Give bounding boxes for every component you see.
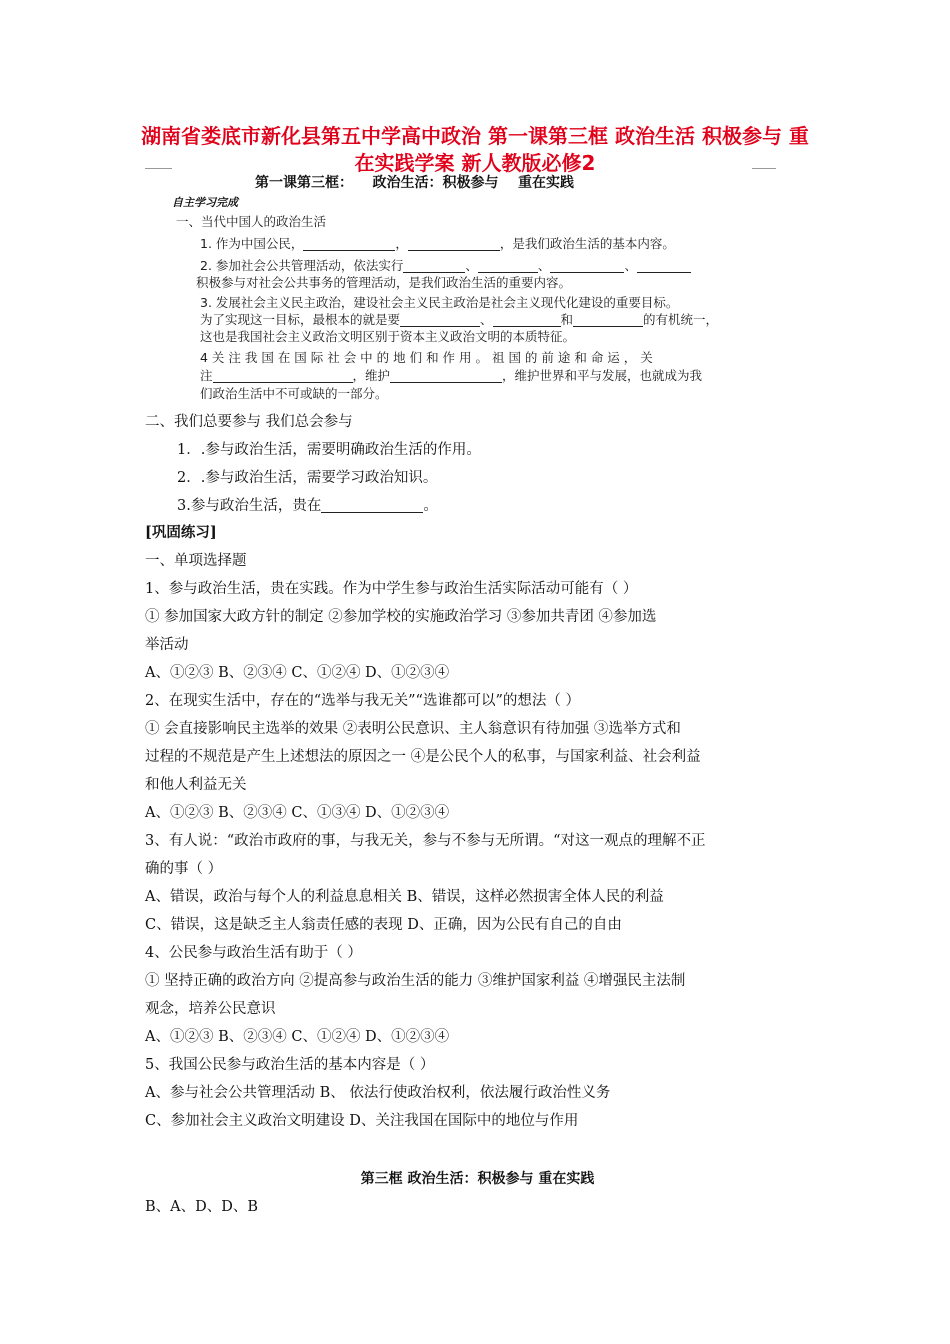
question-2-options-3: 和他人利益无关 [145, 777, 247, 793]
section1-line-8 [200, 366, 702, 384]
section2-item-1: 1．.参与政治生活，需要明确政治生活的作用。 [177, 442, 481, 458]
text: 的有机统一， [643, 312, 719, 327]
text: ， [395, 236, 408, 251]
answer-key-values: B、A、D、D、B [145, 1199, 259, 1215]
question-2-options-2: 过程的不规范是产生上述想法的原因之一 ④是公民个人的私事，与国家利益、社会利益 [145, 749, 701, 765]
question-1-options-1: ① 参加国家大政方针的制定 ②参加学校的实施政治学习 ③参加共青团 ④参加选 [145, 609, 657, 625]
question-5-options-2: C、参加社会主义政治文明建设 D、关注我国在国际中的地位与作用 [145, 1113, 579, 1129]
text: ，是我们政治生活的基本内容。 [499, 236, 675, 251]
text: 3.参与政治生活，贵在 [177, 498, 322, 514]
question-2: 2、在现实生活中，存在的“选举与我无关”“选谁都可以”的想法（ ） [145, 693, 580, 709]
question-type: 一、单项选择题 [145, 553, 247, 569]
text: 、 [465, 258, 478, 273]
text: 为了实现这一目标，最根本的就是要 [200, 312, 401, 327]
question-1-options-2: 举活动 [145, 637, 189, 653]
fill-blank [390, 368, 502, 383]
section1-line-3: 积极参与对社会公共事务的管理活动，是我们政治生活的重要内容。 [196, 275, 572, 290]
practice-heading: [巩固练习] [145, 524, 217, 541]
question-4-options-1: ① 坚持正确的政治方向 ②提高参与政治生活的能力 ③维护国家利益 ④增强民主法制 [145, 973, 686, 989]
text: 注 [200, 368, 213, 383]
question-4-answers: A、①②③ B、②③④ C、①②④ D、①②③④ [145, 1029, 450, 1045]
question-4: 4、公民参与政治生活有助于（ ） [145, 945, 362, 961]
question-1-answers: A、①②③ B、②③④ C、①②④ D、①②③④ [145, 665, 450, 681]
section1-line-7: 4 关 注 我 国 在 国 际 社 会 中 的 地 们 和 作 用 。 祖 国 的 前 途 和 命 运 ， 关 [200, 350, 653, 365]
text: 。 [423, 498, 438, 514]
section1-line-9: 们政治生活中不可或缺的一部分。 [200, 386, 388, 401]
question-4-options-2: 观念，培养公民意识 [145, 1001, 276, 1017]
fill-blank [478, 258, 538, 273]
header-rule-right [752, 168, 776, 169]
text: 、 [480, 312, 493, 327]
fill-blank [573, 312, 643, 327]
section2-item-3 [177, 494, 438, 515]
question-2-options-1: ① 会直接影响民主选举的效果 ②表明公民意识、主人翁意识有待加强 ③选举方式和 [145, 721, 681, 737]
text: 和 [560, 312, 574, 327]
fill-blank [493, 312, 561, 327]
section1-line-5 [200, 310, 718, 328]
fill-blank [408, 236, 500, 251]
lesson-subtitle: 第一课第三框： 政治生活：积极参与 重在实践 [255, 175, 574, 191]
fill-blank [400, 312, 480, 327]
question-3-line-2: 确的事（ ） [145, 861, 223, 877]
question-5-options-1: A、参与社会公共管理活动 B、 依法行使政治权利，依法履行政治性义务 [145, 1085, 611, 1101]
fill-blank [550, 258, 624, 273]
fill-blank [321, 498, 423, 513]
answer-key-heading: 第三框 政治生活：积极参与 重在实践 [360, 1171, 595, 1187]
fill-blank [213, 368, 353, 383]
section1-line-6: 这也是我国社会主义政治文明区别于资本主义政治文明的本质特征。 [200, 329, 576, 344]
question-3-options-2: C、错误，这是缺乏主人翁责任感的表现 D、正确，因为公民有自己的自由 [145, 917, 622, 933]
document-title: 湖南省娄底市新化县第五中学高中政治 第一课第三框 政治生活 积极参与 重在实践学案 新人教版必修2 [141, 124, 809, 175]
fill-blank [303, 236, 395, 251]
text: ，维护世界和平与发展，也就成为我 [502, 368, 703, 383]
text: ，维护 [352, 368, 391, 383]
self-study-label: 自主学习完成 [172, 196, 238, 209]
section1-line-4: 3. 发展社会主义民主政治，建设社会主义民主政治是社会主义现代化建设的重要目标。 [200, 295, 679, 310]
section2-item-2: 2．.参与政治生活，需要学习政治知识。 [177, 470, 438, 486]
header-rule-left [145, 168, 172, 169]
section1-line-2 [200, 256, 691, 274]
text: 、 [624, 258, 637, 273]
question-1: 1、参与政治生活，贵在实践。作为中学生参与政治生活实际活动可能有（ ） [145, 581, 638, 597]
section1-heading: 一、当代中国人的政治生活 [176, 214, 327, 229]
fill-blank [403, 258, 465, 273]
fill-blank [637, 258, 691, 273]
text: 1. 作为中国公民， [200, 236, 304, 251]
section1-line-1 [200, 234, 675, 252]
section2-heading: 二、我们总要参与 我们总会参与 [145, 414, 353, 430]
text: 、 [537, 258, 551, 273]
question-5: 5、我国公民参与政治生活的基本内容是（ ） [145, 1057, 435, 1073]
text: 2. 参加社会公共管理活动，依法实行 [200, 258, 404, 273]
question-3-line-1: 3、有人说：“政治市政府的事，与我无关，参与不参与无所谓。“对这一观点的理解不正 [145, 833, 706, 849]
question-3-options-1: A、错误，政治与每个人的利益息息相关 B、错误，这样必然损害全体人民的利益 [145, 889, 664, 905]
question-2-answers: A、①②③ B、②③④ C、①③④ D、①②③④ [145, 805, 450, 821]
